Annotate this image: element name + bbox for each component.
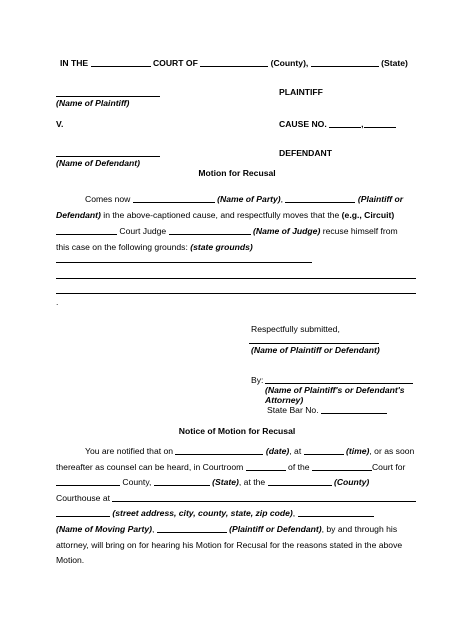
text: Comes now xyxy=(85,194,131,204)
respectfully-submitted: Respectfully submitted, xyxy=(251,324,340,334)
text: recuse himself from xyxy=(320,226,398,236)
case-caption-line xyxy=(60,58,408,68)
county-name-blank xyxy=(200,66,268,67)
motion-line-4 xyxy=(56,242,418,252)
state-name-blank xyxy=(311,66,379,67)
notice-line-7: attorney, will bring on for hearing his Motion for Recusal for the reasons stated in the above xyxy=(56,540,403,550)
plaintiff-or-label: (Plaintiff or xyxy=(357,194,404,204)
time-label: (time) xyxy=(346,446,370,456)
address-blank-2 xyxy=(298,516,374,517)
motion-line-3 xyxy=(56,226,418,236)
text: , xyxy=(292,508,296,518)
cause-no-label: CAUSE NO. xyxy=(279,119,327,129)
name-of-defendant-label: (Name of Defendant) xyxy=(56,158,141,168)
courthouse-address-blank xyxy=(112,501,416,502)
motion-title: Motion for Recusal xyxy=(198,168,276,178)
court-of-label: COURT OF xyxy=(152,58,198,68)
plaintiff-name-line xyxy=(56,96,160,97)
cause-no-blank-1 xyxy=(329,127,361,128)
attorney-name-label xyxy=(265,385,405,405)
text: this case on the following grounds: xyxy=(56,242,191,252)
attorney-label-line-2: Attorney) xyxy=(265,395,304,405)
notice-line-4 xyxy=(56,493,418,503)
state-grounds-label: (state grounds) xyxy=(190,242,253,252)
state-label-italic: (State) xyxy=(212,477,239,487)
state-label: (State) xyxy=(381,58,408,68)
eg-circuit-label: (e.g., Circuit) xyxy=(341,210,395,220)
name-of-party-label: (Name of Party) xyxy=(217,194,281,204)
grounds-line-1 xyxy=(56,262,312,263)
defendant-name-line xyxy=(56,156,160,157)
date-blank xyxy=(175,454,263,455)
county-name-blank-2 xyxy=(268,485,332,486)
motion-line-1 xyxy=(56,194,418,204)
address-blank xyxy=(56,516,110,517)
notice-line-2 xyxy=(56,462,418,472)
court-type-blank xyxy=(56,234,117,235)
text: , at the xyxy=(238,477,266,487)
text: thereafter as counsel can be heard, in Courtroom xyxy=(56,462,244,472)
text: Court Judge xyxy=(119,226,167,236)
notice-line-6 xyxy=(56,524,418,534)
address-label: (street address, city, county, state, zip code) xyxy=(112,508,293,518)
defendant-label: DEFENDANT xyxy=(279,148,332,158)
motion-line-2 xyxy=(56,210,418,220)
text: , at xyxy=(289,446,302,456)
notice-line-1 xyxy=(56,446,418,456)
grounds-line-3 xyxy=(56,293,416,294)
by-label: By: xyxy=(251,375,264,385)
text: , xyxy=(280,194,284,204)
state-bar-line xyxy=(267,405,387,415)
state-blank xyxy=(154,485,210,486)
text: in the above-captioned cause, and respectfully moves that the xyxy=(100,210,342,220)
notice-line-5 xyxy=(56,508,418,518)
text: County, xyxy=(122,477,152,487)
text: of the xyxy=(288,462,310,472)
cause-no-blank-2 xyxy=(364,127,396,128)
party-role-blank xyxy=(285,202,355,203)
state-bar-label: State Bar No. xyxy=(267,405,319,415)
name-of-plaintiff-or-defendant-label: (Name of Plaintiff or Defendant) xyxy=(251,345,380,355)
versus-label: V. xyxy=(56,119,64,129)
name-of-plaintiff-label: (Name of Plaintiff) xyxy=(56,98,130,108)
date-label: (date) xyxy=(265,446,290,456)
moving-party-role-blank xyxy=(157,532,227,533)
cause-no-separator: , xyxy=(361,119,364,129)
plaintiff-or-defendant-label: (Plaintiff or Defendant) xyxy=(229,524,322,534)
time-blank xyxy=(304,454,344,455)
grounds-line-2 xyxy=(56,278,416,279)
county-label-italic: (County) xyxy=(333,477,370,487)
plaintiff-label: PLAINTIFF xyxy=(279,87,323,97)
county-blank xyxy=(56,485,120,486)
notice-title: Notice of Motion for Recusal xyxy=(178,426,296,436)
party-name-blank xyxy=(133,202,215,203)
judge-name-blank xyxy=(169,234,251,235)
in-the-label: IN THE xyxy=(60,58,89,68)
county-label: (County), xyxy=(270,58,309,68)
text: Courthouse at xyxy=(56,493,110,503)
court-name-blank xyxy=(91,66,151,67)
attorney-signature-line xyxy=(265,383,413,384)
text: You are notified that on xyxy=(85,446,174,456)
text: , xyxy=(151,524,155,534)
notice-line-8: Motion. xyxy=(56,555,85,565)
grounds-period: . xyxy=(56,297,59,307)
name-of-moving-party-label: (Name of Moving Party) xyxy=(56,524,152,534)
text: , by and through his xyxy=(321,524,398,534)
name-of-judge-label: (Name of Judge) xyxy=(253,226,321,236)
notice-line-3 xyxy=(56,477,418,487)
cause-number-line xyxy=(279,119,396,129)
court-blank xyxy=(312,470,372,471)
state-bar-blank xyxy=(321,413,387,414)
attorney-label-line-1: (Name of Plaintiff's or Defendant's xyxy=(265,385,405,395)
courtroom-blank xyxy=(246,470,286,471)
text: Court for xyxy=(371,462,406,472)
text: , or as soon xyxy=(369,446,415,456)
defendant-label-italic: Defendant) xyxy=(56,210,101,220)
party-signature-line xyxy=(249,343,379,344)
